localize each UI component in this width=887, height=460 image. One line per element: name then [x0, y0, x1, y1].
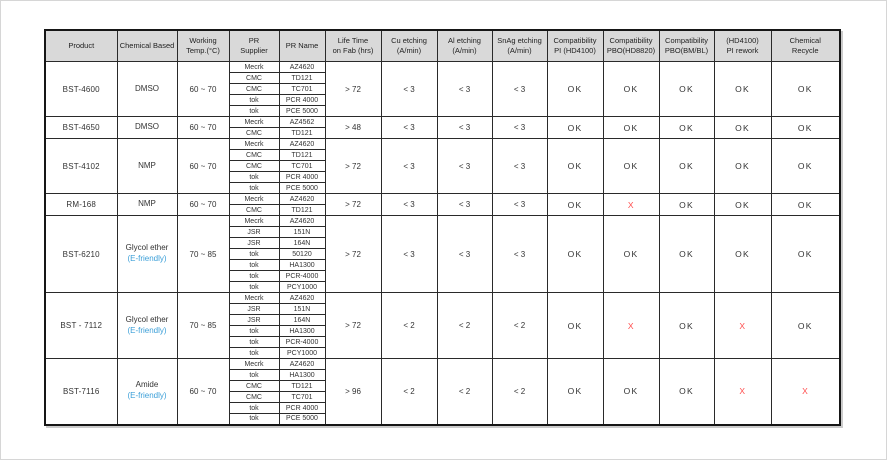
column-header-pbo_bm	[659, 30, 714, 62]
pr-supplier-cell: JSR	[229, 304, 279, 315]
compat-pi-cell: OK	[547, 139, 603, 194]
pr-name-cell: PCR 4000	[279, 172, 325, 183]
working-temp-cell: 60 ~ 70	[177, 194, 229, 216]
al-etching-cell: < 3	[437, 194, 492, 216]
pr-name-cell: AZ4620	[279, 293, 325, 304]
pr-name-cell: HA1300	[279, 326, 325, 337]
pr-name-cell: TD121	[279, 205, 325, 216]
compat-pbo-bmbl-cell: OK	[659, 139, 714, 194]
pr-supplier-cell: tok	[229, 370, 279, 381]
pi-rework-cell: OK	[714, 62, 771, 117]
al-etching-cell: < 3	[437, 117, 492, 139]
pr-supplier-cell: Mecrk	[229, 62, 279, 73]
pr-supplier-cell: tok	[229, 337, 279, 348]
working-temp-cell: 60 ~ 70	[177, 62, 229, 117]
pr-supplier-cell: tok	[229, 326, 279, 337]
chemical-table	[44, 29, 841, 426]
pr-supplier-cell: CMC	[229, 84, 279, 95]
table-row	[45, 139, 840, 150]
pr-supplier-cell: tok	[229, 249, 279, 260]
pr-supplier-cell: Mecrk	[229, 194, 279, 205]
pr-name-cell: PCR 4000	[279, 95, 325, 106]
snag-etching-cell: < 3	[492, 139, 547, 194]
column-header-lifetime	[325, 30, 381, 62]
cu-etching-cell: < 2	[381, 359, 437, 425]
table-wrap	[44, 29, 841, 426]
pr-supplier-cell: CMC	[229, 73, 279, 84]
compat-pi-cell: OK	[547, 359, 603, 425]
pr-supplier-cell: tok	[229, 183, 279, 194]
header-label-line: Cu etching	[391, 36, 427, 46]
pr-name-cell: AZ4620	[279, 216, 325, 227]
product-cell: BST-4600	[45, 62, 117, 117]
eco-friendly-note: (E-friendly)	[127, 391, 167, 401]
pr-name-cell: TD121	[279, 128, 325, 139]
al-etching-cell: < 3	[437, 139, 492, 194]
pr-supplier-cell: tok	[229, 282, 279, 293]
header-label-line: PR	[248, 36, 260, 46]
chemical-recycle-cell: OK	[771, 216, 840, 293]
product-cell: BST-4102	[45, 139, 117, 194]
compat-pbo-hd8820-cell: OK	[603, 139, 659, 194]
eco-friendly-note: (E-friendly)	[127, 254, 167, 263]
working-temp-cell: 70 ~ 85	[177, 293, 229, 359]
chemical-recycle-cell: OK	[771, 62, 840, 117]
chemical-cell	[117, 62, 177, 117]
header-label-line: (A/min)	[396, 46, 422, 55]
chemical-name: DMSO	[135, 83, 159, 93]
pr-supplier-cell: CMC	[229, 150, 279, 161]
header-label-line: PBO(BM/BL)	[664, 46, 709, 55]
header-label-line: Product	[68, 41, 95, 51]
product-cell: BST-4650	[45, 117, 117, 139]
column-header-chemical	[117, 30, 177, 62]
pi-rework-cell: OK	[714, 117, 771, 139]
pr-supplier-cell: JSR	[229, 227, 279, 238]
header-label-line: Temp.(°C)	[186, 46, 220, 55]
pr-name-cell: TD121	[279, 73, 325, 84]
column-header-rework	[714, 30, 771, 62]
compat-pi-cell: OK	[547, 62, 603, 117]
compat-pbo-bmbl-cell: OK	[659, 293, 714, 359]
snag-etching-cell: < 3	[492, 216, 547, 293]
pi-rework-cell: OK	[714, 194, 771, 216]
column-header-temp	[177, 30, 229, 62]
header-label-line: Chemical Based	[119, 41, 175, 51]
header-label-line: PI rework	[726, 46, 759, 55]
table-row	[45, 293, 840, 304]
pi-rework-cell: OK	[714, 216, 771, 293]
column-header-prname	[279, 30, 325, 62]
header-label-line: Recycle	[791, 46, 819, 55]
pr-name-cell: 164N	[279, 238, 325, 249]
compat-pbo-hd8820-cell: OK	[603, 216, 659, 293]
header-label-line: (HD4100)	[726, 36, 759, 46]
column-header-cu	[381, 30, 437, 62]
eco-friendly-note: (E-friendly)	[127, 325, 167, 335]
chemical-cell	[117, 293, 177, 359]
pr-supplier-cell: tok	[229, 348, 279, 359]
compat-pbo-bmbl-cell: OK	[659, 216, 714, 293]
pr-name-cell: AZ4620	[279, 62, 325, 73]
al-etching-cell: < 3	[437, 62, 492, 117]
pr-supplier-cell: tok	[229, 106, 279, 117]
header-label-line: Chemical	[789, 36, 821, 46]
lifetime-cell: > 72	[325, 62, 381, 117]
pr-supplier-cell: tok	[229, 95, 279, 106]
pr-supplier-cell: JSR	[229, 238, 279, 249]
snag-etching-cell: < 2	[492, 293, 547, 359]
compat-pi-cell: OK	[547, 216, 603, 293]
table-body	[45, 62, 840, 425]
header-label-line: (A/min)	[452, 46, 477, 55]
pr-name-cell: PCE 5000	[279, 106, 325, 117]
chemical-recycle-cell: OK	[771, 293, 840, 359]
pi-rework-cell: X	[714, 293, 771, 359]
pr-name-cell: PCE 5000	[279, 183, 325, 194]
pr-supplier-cell: tok	[229, 172, 279, 183]
pr-name-cell: PCR 4000	[279, 403, 325, 414]
snag-etching-cell: < 3	[492, 62, 547, 117]
snag-etching-cell: < 3	[492, 194, 547, 216]
pr-name-cell: 50120	[279, 249, 325, 260]
pr-name-cell: PCR-4000	[279, 271, 325, 282]
pr-supplier-cell: Mecrk	[229, 293, 279, 304]
snag-etching-cell: < 3	[492, 117, 547, 139]
working-temp-cell: 60 ~ 70	[177, 359, 229, 425]
pi-rework-cell: OK	[714, 139, 771, 194]
pr-name-cell: 151N	[279, 227, 325, 238]
chemical-cell	[117, 216, 177, 293]
chemical-cell	[117, 194, 177, 216]
lifetime-cell: > 72	[325, 293, 381, 359]
lifetime-cell: > 96	[325, 359, 381, 425]
table-row	[45, 216, 840, 227]
column-header-snag	[492, 30, 547, 62]
header-label-line: Compatibility	[609, 36, 653, 46]
chemical-name: Glycol ether	[125, 314, 169, 324]
pr-name-cell: PCR-4000	[279, 337, 325, 348]
table-row	[45, 117, 840, 128]
pr-supplier-cell: CMC	[229, 128, 279, 139]
al-etching-cell: < 2	[437, 293, 492, 359]
column-header-al	[437, 30, 492, 62]
pr-supplier-cell: tok	[229, 414, 279, 425]
column-header-supplier	[229, 30, 279, 62]
pr-name-cell: PCY1000	[279, 282, 325, 293]
table-row	[45, 359, 840, 370]
pr-name-cell: PCE 5000	[279, 414, 325, 425]
pr-name-cell: TD121	[279, 381, 325, 392]
chemical-name: NMP	[138, 160, 156, 170]
pr-name-cell: TC701	[279, 392, 325, 403]
header-label-line: Al etching	[448, 36, 481, 46]
chemical-recycle-cell: OK	[771, 139, 840, 194]
pr-name-cell: AZ4620	[279, 139, 325, 150]
working-temp-cell: 60 ~ 70	[177, 117, 229, 139]
lifetime-cell: > 72	[325, 139, 381, 194]
header-label-line: on Fab (hrs)	[332, 46, 374, 55]
header-label-line: PR Name	[285, 41, 319, 51]
chemical-recycle-cell: OK	[771, 117, 840, 139]
pr-name-cell: 164N	[279, 315, 325, 326]
cu-etching-cell: < 3	[381, 62, 437, 117]
working-temp-cell: 70 ~ 85	[177, 216, 229, 293]
pr-name-cell: 151N	[279, 304, 325, 315]
table-row	[45, 194, 840, 205]
header-label-line: Working	[189, 36, 217, 46]
pr-name-cell: PCY1000	[279, 348, 325, 359]
chemical-name: DMSO	[135, 122, 159, 132]
compat-pbo-bmbl-cell: OK	[659, 62, 714, 117]
compat-pbo-hd8820-cell: OK	[603, 62, 659, 117]
column-header-product	[45, 30, 117, 62]
column-header-pi	[547, 30, 603, 62]
compat-pi-cell: OK	[547, 293, 603, 359]
pr-name-cell: TD121	[279, 150, 325, 161]
cu-etching-cell: < 3	[381, 139, 437, 194]
header-label-line: Compatibility	[665, 36, 708, 46]
product-cell: BST-6210	[45, 216, 117, 293]
product-cell: RM-168	[45, 194, 117, 216]
table-row	[45, 62, 840, 73]
compat-pbo-hd8820-cell: X	[603, 293, 659, 359]
pr-supplier-cell: Mecrk	[229, 216, 279, 227]
pr-name-cell: AZ4620	[279, 359, 325, 370]
pr-supplier-cell: tok	[229, 271, 279, 282]
pr-supplier-cell: CMC	[229, 161, 279, 172]
product-cell: BST - 7112	[45, 293, 117, 359]
cu-etching-cell: < 2	[381, 293, 437, 359]
cu-etching-cell: < 3	[381, 216, 437, 293]
column-header-recycle	[771, 30, 840, 62]
compat-pbo-hd8820-cell: OK	[603, 359, 659, 425]
compat-pbo-bmbl-cell: OK	[659, 194, 714, 216]
chemical-name: Glycol ether	[125, 243, 169, 253]
al-etching-cell: < 3	[437, 216, 492, 293]
chemical-cell	[117, 117, 177, 139]
pr-name-cell: HA1300	[279, 260, 325, 271]
lifetime-cell: > 48	[325, 117, 381, 139]
compat-pbo-bmbl-cell: OK	[659, 359, 714, 425]
pr-supplier-cell: CMC	[229, 392, 279, 403]
chemical-cell	[117, 139, 177, 194]
pr-name-cell: AZ4620	[279, 194, 325, 205]
pr-supplier-cell: JSR	[229, 315, 279, 326]
header-label-line: PI (HD4100)	[554, 46, 596, 55]
working-temp-cell: 60 ~ 70	[177, 139, 229, 194]
chemical-recycle-cell: X	[771, 359, 840, 425]
header-label-line: Supplier	[240, 46, 268, 55]
pr-supplier-cell: tok	[229, 260, 279, 271]
compat-pi-cell: OK	[547, 117, 603, 139]
cu-etching-cell: < 3	[381, 117, 437, 139]
chemical-name: Amide	[135, 380, 159, 390]
header-label-line: SnAg etching	[497, 36, 542, 46]
compat-pbo-hd8820-cell: X	[603, 194, 659, 216]
compat-pi-cell: OK	[547, 194, 603, 216]
lifetime-cell: > 72	[325, 194, 381, 216]
pr-name-cell: TC701	[279, 161, 325, 172]
pr-name-cell: TC701	[279, 84, 325, 95]
chemical-name: NMP	[138, 199, 156, 209]
product-cell: BST-7116	[45, 359, 117, 425]
chemical-cell	[117, 359, 177, 425]
pr-name-cell: HA1300	[279, 370, 325, 381]
cu-etching-cell: < 3	[381, 194, 437, 216]
pr-supplier-cell: Mecrk	[229, 359, 279, 370]
header-label-line: Compatibility	[553, 36, 597, 46]
header-row	[45, 30, 840, 62]
header-label-line: Life Time	[337, 36, 369, 46]
pr-name-cell: AZ4562	[279, 117, 325, 128]
pr-supplier-cell: CMC	[229, 205, 279, 216]
snag-etching-cell: < 2	[492, 359, 547, 425]
header-label-line: (A/min)	[507, 46, 532, 55]
al-etching-cell: < 2	[437, 359, 492, 425]
lifetime-cell: > 72	[325, 216, 381, 293]
column-header-pbo_hd	[603, 30, 659, 62]
pr-supplier-cell: CMC	[229, 381, 279, 392]
pr-supplier-cell: Mecrk	[229, 117, 279, 128]
pi-rework-cell: X	[714, 359, 771, 425]
table-header	[45, 30, 840, 62]
pr-supplier-cell: tok	[229, 403, 279, 414]
header-label-line: PBO(HD8820)	[606, 46, 656, 55]
chemical-recycle-cell: OK	[771, 194, 840, 216]
compat-pbo-bmbl-cell: OK	[659, 117, 714, 139]
compat-pbo-hd8820-cell: OK	[603, 117, 659, 139]
pr-supplier-cell: Mecrk	[229, 139, 279, 150]
